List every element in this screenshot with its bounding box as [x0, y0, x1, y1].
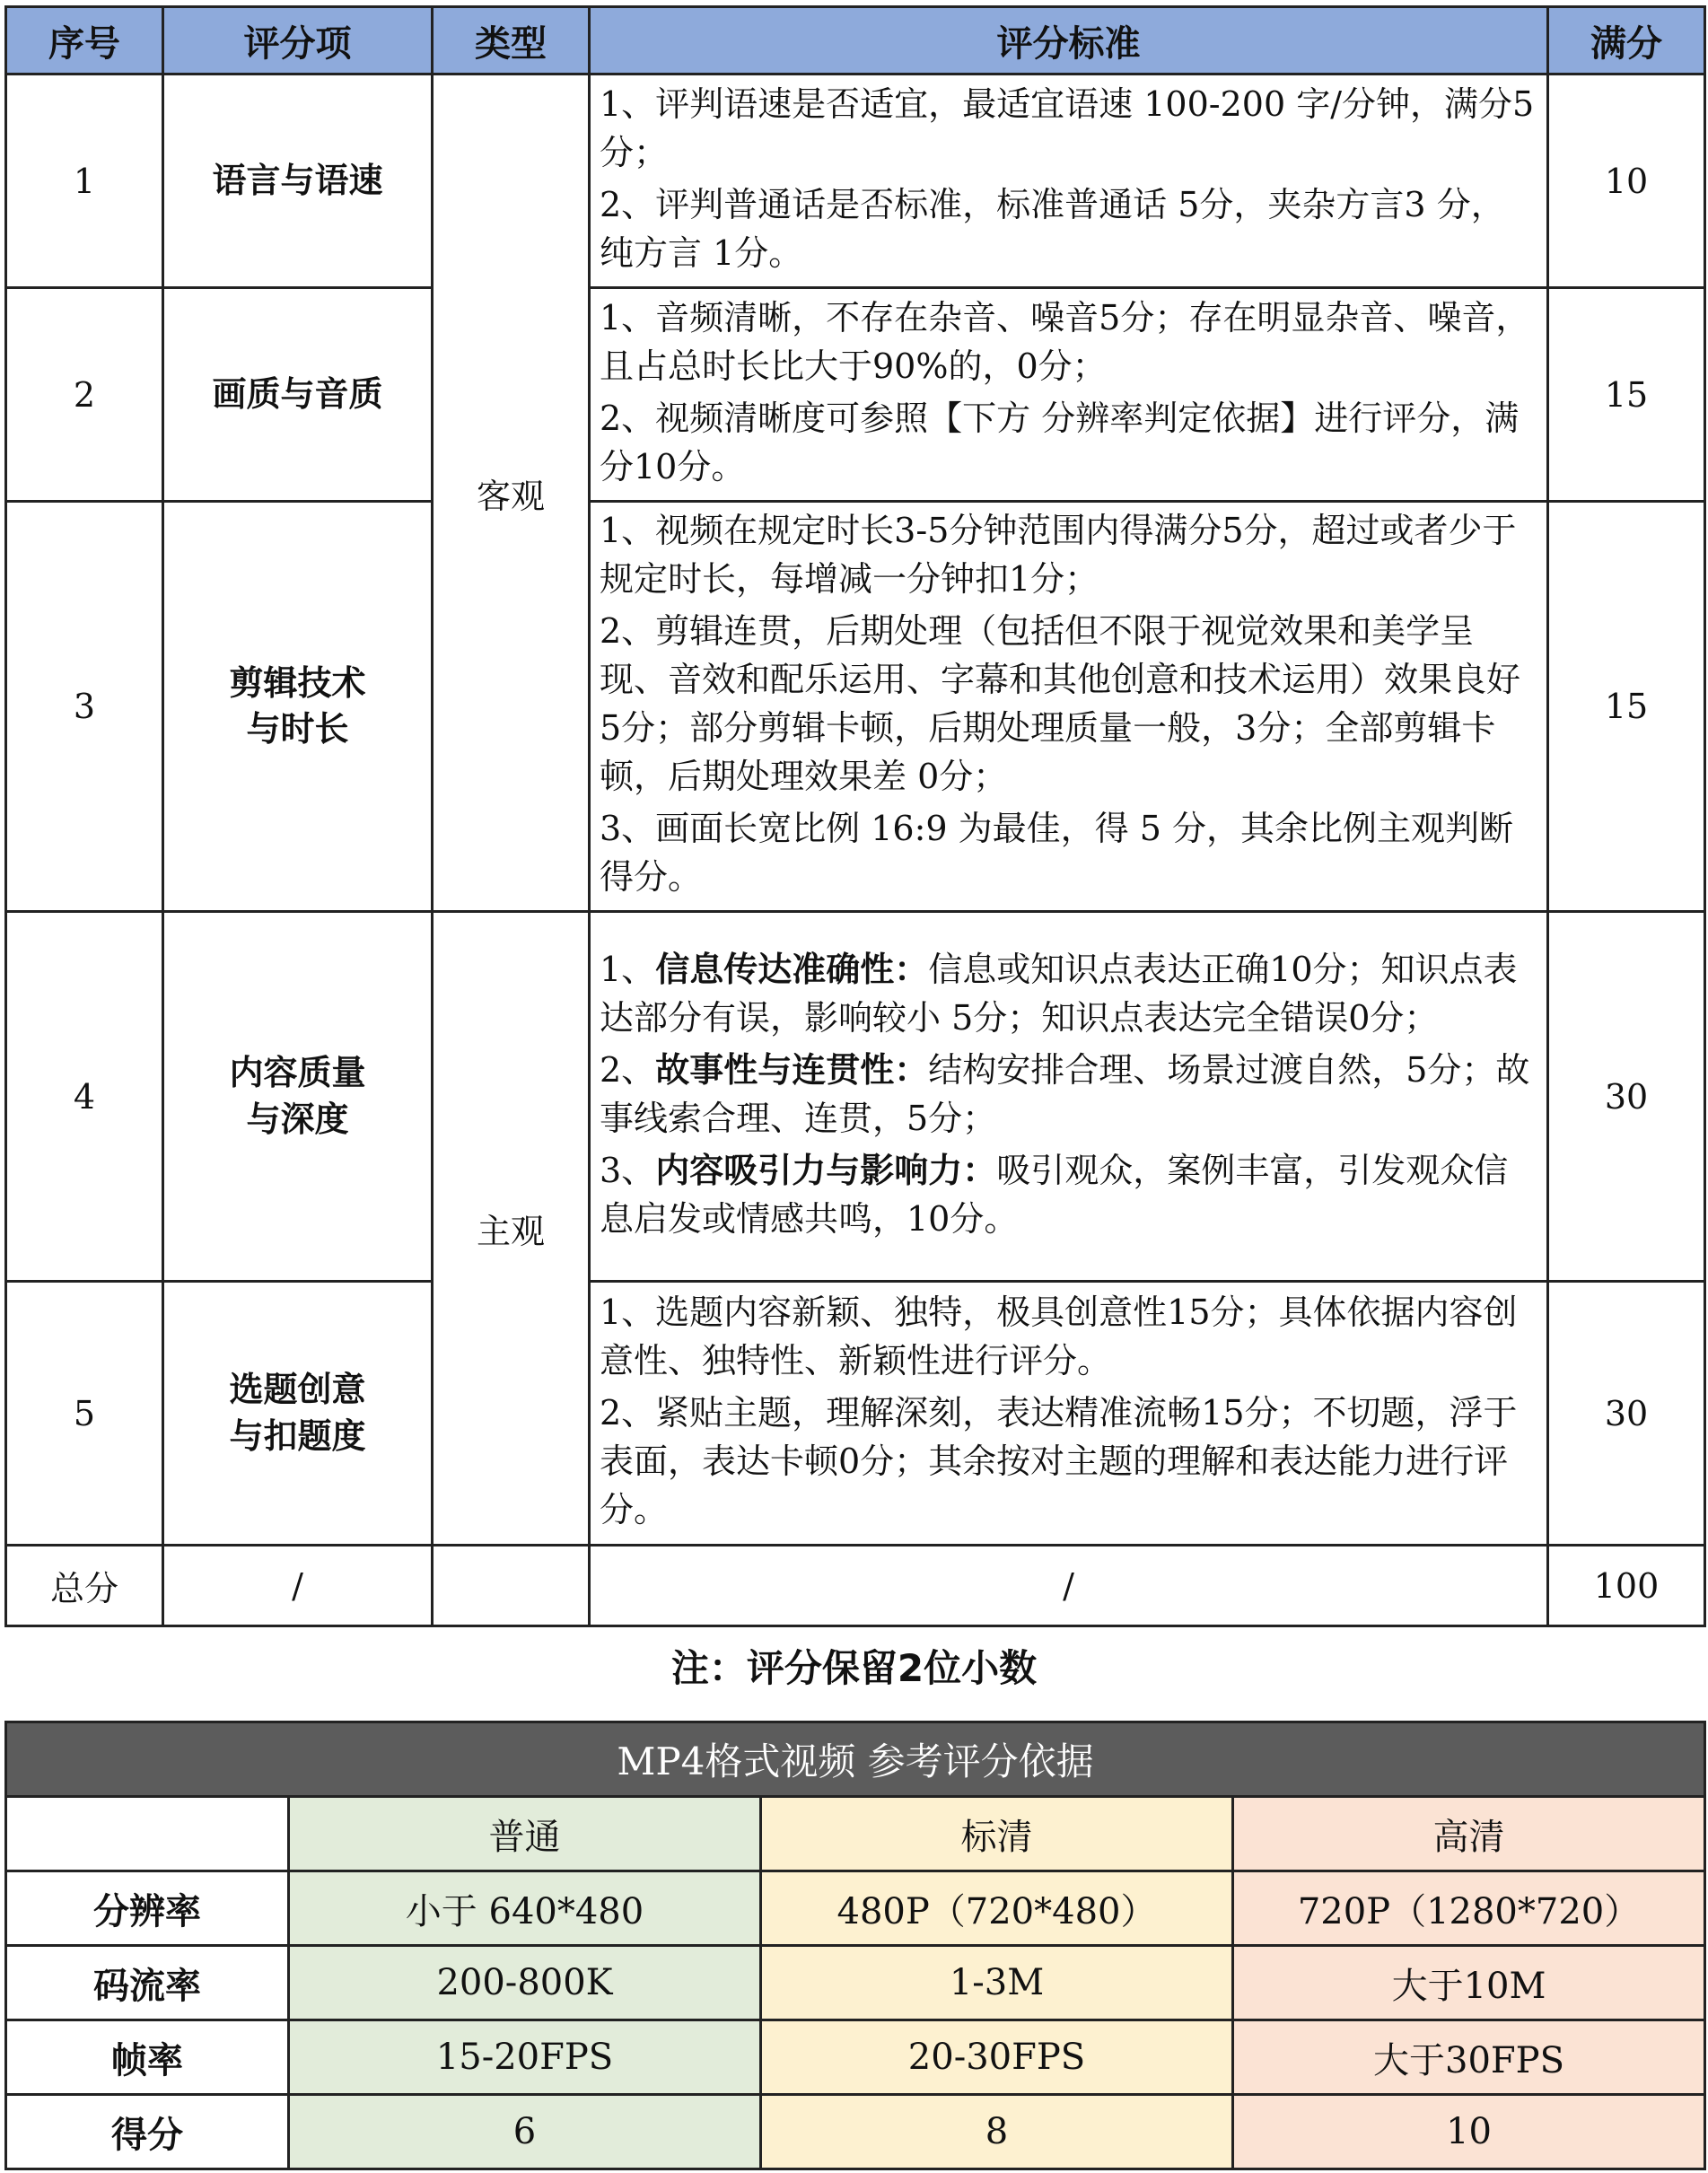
row-max: 15: [1548, 502, 1705, 912]
standard-line: 2、评判普通话是否标准，标准普通话 5分，夹杂方言3 分，纯方言 1分。: [600, 184, 1505, 273]
standard-text: 结构安排合理、场景过渡自然，5分；故事线索合理、连贯，5分；: [600, 1049, 1530, 1138]
header-item: 评分项: [163, 7, 433, 74]
standard-line: 2、剪辑连贯，后期处理（包括但不限于视觉效果和美学呈现、音效和配乐运用、字幕和其他创意和技术运用）效果良好5分；部分剪辑卡顿，后期处理质量一般，3分；全部剪辑卡顿，后期处理效果差 0分；: [600, 611, 1521, 796]
total-item: /: [163, 1546, 433, 1626]
table-row: [6, 2095, 1705, 2169]
table-row: [6, 1282, 1705, 1546]
item-line: 选题创意: [229, 1370, 366, 1410]
standard-line: 1、评判语速是否适宜，最适宜语速 100-200 字/分钟，满分5分；: [600, 83, 1535, 172]
standard-keyword: 故事性与连贯性：: [655, 1049, 929, 1090]
type-objective: 客观: [433, 74, 590, 912]
column-normal: 普通: [289, 1797, 761, 1871]
reference-table: [4, 1721, 1706, 2170]
row-item: [163, 912, 433, 1282]
table-row: [6, 74, 1705, 288]
standard-line: 1、音频清晰，不存在杂音、噪音5分；存在明显杂音、噪音，且占总时长比大于90%的，0分；: [600, 297, 1530, 386]
item-line: 与扣题度: [229, 1415, 366, 1456]
row-label: 分辨率: [6, 1871, 289, 1946]
standard-line: 1、视频在规定时长3-5分钟范围内得满分5分，超过或者少于规定时长，每增减一分钟扣1分；: [600, 511, 1517, 599]
row-max: 30: [1548, 1282, 1705, 1546]
table-row: [6, 912, 1705, 1282]
cell-hd: 10: [1233, 2095, 1705, 2169]
row-label: 得分: [6, 2095, 289, 2169]
item-line: 内容质量: [229, 1053, 366, 1093]
cell-normal: 小于 640*480: [289, 1871, 761, 1946]
total-row: [6, 1546, 1705, 1626]
standard-text: 吸引观众，案例丰富，引发观众信息启发或情感共鸣，10分。: [600, 1150, 1509, 1239]
column-hd: 高清: [1233, 1797, 1705, 1871]
item-line: 剪辑技术: [229, 662, 366, 703]
row-item: [163, 288, 433, 502]
row-max: 30: [1548, 912, 1705, 1282]
standard-text: 信息或知识点表达正确10分；知识点表达部分有误，影响较小 5分；知识点表达完全错误0分；: [600, 949, 1518, 1038]
total-max: 100: [1548, 1546, 1705, 1626]
table-row: [6, 502, 1705, 912]
row-standard: [590, 502, 1548, 912]
standard-keyword: 信息传达准确性：: [655, 949, 929, 989]
standard-line: [600, 1146, 1536, 1243]
type-subjective: 主观: [433, 912, 590, 1546]
reference-title-row: [6, 1722, 1705, 1797]
total-label: 总分: [6, 1546, 163, 1626]
header-max: 满分: [1548, 7, 1705, 74]
total-type: [433, 1546, 590, 1626]
row-max: 15: [1548, 288, 1705, 502]
header-no: 序号: [6, 7, 163, 74]
cell-normal: 15-20FPS: [289, 2020, 761, 2095]
reference-title: MP4格式视频 参考评分依据: [6, 1722, 1705, 1797]
standard-line: 1、选题内容新颖、独特，极具创意性15分；具体依据内容创意性、独特性、新颖性进行评分。: [600, 1292, 1518, 1380]
row-no: 2: [6, 288, 163, 502]
header-type: 类型: [433, 7, 590, 74]
item-line: 画质与音质: [212, 373, 383, 414]
cell-sd: 20-30FPS: [761, 2020, 1233, 2095]
standard-line: 3、画面长宽比例 16:9 为最佳，得 5 分，其余比例主观判断得分。: [600, 809, 1514, 897]
item-line: 语言与语速: [212, 160, 383, 200]
row-no: 1: [6, 74, 163, 288]
row-item: [163, 1282, 433, 1546]
table-row: [6, 288, 1705, 502]
row-standard: [590, 912, 1548, 1282]
column-sd: 标清: [761, 1797, 1233, 1871]
row-standard: [590, 288, 1548, 502]
cell-normal: 6: [289, 2095, 761, 2169]
row-label: 帧率: [6, 2020, 289, 2095]
scoring-table: [4, 5, 1706, 1627]
row-label: 码流率: [6, 1946, 289, 2020]
cell-sd: 480P（720*480）: [761, 1871, 1233, 1946]
row-no: 4: [6, 912, 163, 1282]
table-row: [6, 1946, 1705, 2020]
header-standard: 评分标准: [590, 7, 1548, 74]
total-standard: /: [590, 1546, 1548, 1626]
cell-hd: 大于10M: [1233, 1946, 1705, 2020]
reference-corner: [6, 1797, 289, 1871]
standard-line: 2、视频清晰度可参照【下方 分辨率判定依据】进行评分，满分10分。: [600, 398, 1520, 486]
item-line: 与深度: [246, 1099, 349, 1139]
row-item: [163, 502, 433, 912]
row-no: 3: [6, 502, 163, 912]
standard-line: 2、紧贴主题，理解深刻，表达精准流畅15分；不切题，浮于表面，表达卡顿0分；其余按对主题的理解和表达能力进行评分。: [600, 1392, 1518, 1529]
reference-header-row: [6, 1797, 1705, 1871]
scoring-header-row: [6, 7, 1705, 74]
cell-sd: 1-3M: [761, 1946, 1233, 2020]
row-standard: [590, 1282, 1548, 1546]
standard-line: [600, 1046, 1536, 1143]
row-no: 5: [6, 1282, 163, 1546]
row-max: 10: [1548, 74, 1705, 288]
cell-normal: 200-800K: [289, 1946, 761, 2020]
table-row: [6, 1871, 1705, 1946]
cell-hd: 大于30FPS: [1233, 2020, 1705, 2095]
row-standard: [590, 74, 1548, 288]
standard-line: [600, 945, 1536, 1042]
cell-sd: 8: [761, 2095, 1233, 2169]
standard-keyword: 内容吸引力与影响力：: [655, 1150, 997, 1190]
standard-prefix: 1、: [600, 949, 656, 989]
row-item: [163, 74, 433, 288]
standard-prefix: 2、: [600, 1049, 656, 1090]
cell-hd: 720P（1280*720）: [1233, 1871, 1705, 1946]
item-line: 与时长: [246, 709, 349, 749]
table-row: [6, 2020, 1705, 2095]
standard-prefix: 3、: [600, 1150, 656, 1190]
note-text: 注：评分保留2位小数: [670, 1646, 1038, 1690]
